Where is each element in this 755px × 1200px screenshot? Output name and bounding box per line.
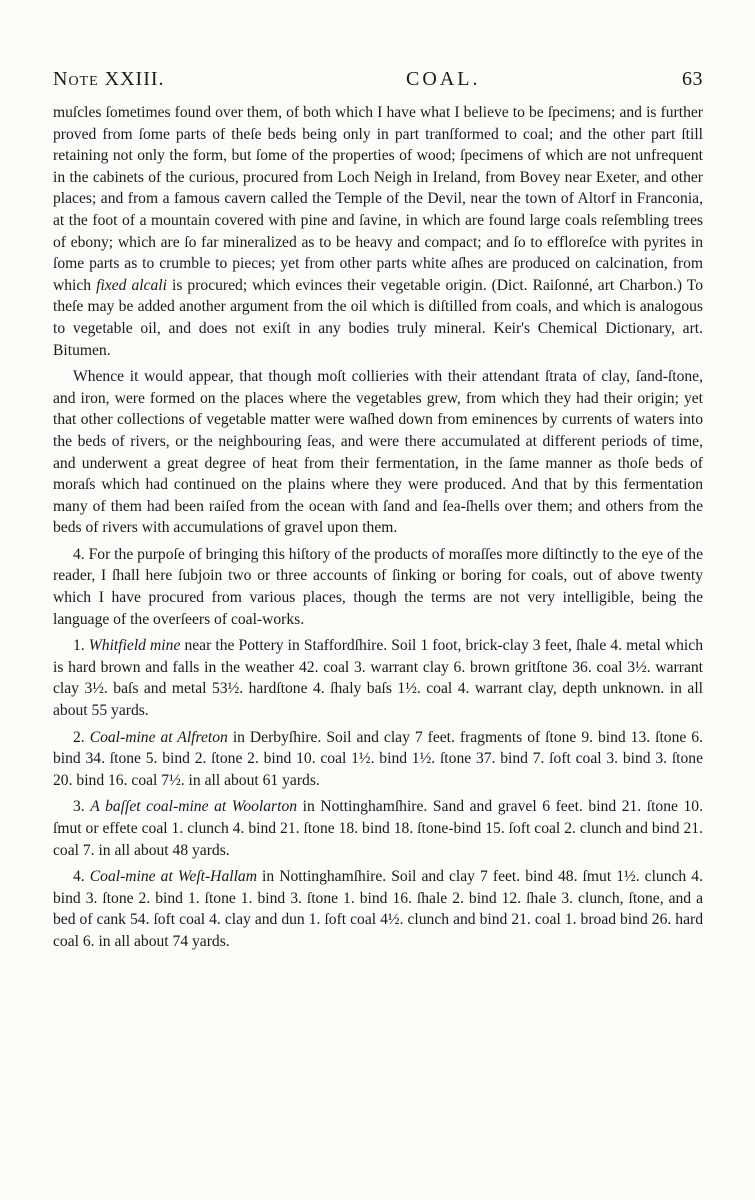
page-title: COAL. — [406, 68, 481, 90]
running-head — [53, 68, 703, 102]
italic-term: fixed alcali — [96, 276, 167, 294]
mine-name: Coal-mine at Weſt-Hallam — [89, 868, 257, 886]
mine-name: A baſſet coal-mine at Woolarton — [90, 798, 298, 816]
paragraph: 4. For the purpoſe of bringing this hiſtory of the products of moraſſes more diſtinctly to the eye of the reader, I ſhall here ſubjoin two or three accounts of ſinking or boring for coals, out of above twenty which I have procured from various places, though the terms are not very intelligible, being the language of the overſeers of coal-works. — [53, 545, 703, 628]
paragraph-continuation: muſcles ſometimes found over them, of both which I have what I believe to be ſpecimens; and is further proved from ſome parts of theſe beds being only in part tranſformed to coal; and the other part ſtill retaining not only the form, but ſome of the properties of wood; ſpecimens of which are not unfrequent in the cabinets of the curious, procured from Loch Neigh in Ireland, from Bovey near Exeter, and other places; and from a famous cavern called the Temple of the Devil, near the town of Altorf in Franconia, at the foot of a mountain covered with pine and ſavine, in which are found large coals reſembling trees of ebony; which are ſo far mineralized as to be heavy and compact; and ſo to effloreſce with pyrites in ſome parts as to crumble to pieces; yet from other parts white aſhes are produced on calcination, from which fixed alcali is procured; which evinces their vegetable origin. (Dict. Raiſonné, art Charbon.) To theſe may be added another argument from the oil which is diſtilled from coals, and which is analogous to vegetable oil, and does not exiſt in any bodies truly mineral. Keir's Chemical Dictionary, art. Bitumen. — [53, 104, 704, 359]
mine-entry: 2. Coal-mine at Alfreton in Derbyſhire. Soil and clay 7 feet. fragments of ſtone 9. bind 13. ſtone 6. bind 34. ſtone 5. bind 2. ſtone 2. bind 10. coal 1½. bind 1½. ſtone 37. bind 7. ſoft coal 3. bind 3. ſtone 20. bind 16. coal 7½. in all about 61 yards. — [53, 728, 703, 789]
mine-entry: 3. A baſſet coal-mine at Woolarton in Nottinghamſhire. Sand and gravel 6 feet. bind 21. ſtone 10. ſmut or effete coal 1. clunch 4. bind 21. ſtone 18. bind 18. ſtone-bind 15. ſoft coal 2. clunch and bind 21. coal 7. in all about 48 yards. — [53, 798, 703, 859]
mine-name: Coal-mine at Alfreton — [89, 728, 228, 746]
page-number: 63 — [681, 68, 703, 90]
mine-name: Whitfield mine — [88, 637, 181, 655]
body-text — [53, 102, 703, 953]
mine-entry: 4. Coal-mine at Weſt-Hallam in Nottinghamſhire. Soil and clay 7 feet. bind 48. ſmut 1½. clunch 4. bind 3. ſtone 2. bind 1. ſtone 1. bind 3. ſtone 1. bind 16. ſhale 2. bind 12. ſhale 3. clunch, ſtone, and a bed of cank 54. ſoft coal 4. clay and dun 1. ſoft coal 4½. clunch and bind 21. coal 1. broad bind 26. hard coal 6. in all about 74 yards. — [53, 868, 703, 950]
paragraph: Whence it would appear, that though moſt collieries with their attendant ſtrata of clay, ſand-ſtone, and iron, were formed on the places where the vegetables grew, from which they had their origin; yet that other collections of vegetable matter were waſhed down from eminences by currents of waters into the beds of rivers, or the neighbouring ſeas, and were there accumulated at different periods of time, and underwent a great degree of heat from their fermentation, in the ſame manner as thoſe beds of moraſs which had continued on the plains where they were produced. And that by this fermentation many of them had been raiſed from the ocean with ſand and ſea-ſhells over them; and others from the beds of rivers with accumulations of gravel upon them. — [53, 368, 703, 537]
mine-entry: 1. Whitfield mine near the Pottery in Staffordſhire. Soil 1 foot, brick-clay 3 feet, ſhale 4. metal which is hard brown and falls in the weather 42. coal 3. warrant clay 6. brown gritſtone 36. coal 3½. warrant clay 3½. baſs and metal 53½. hardſtone 4. ſhaly baſs 1½. coal 4. warrant clay, depth unknown. in all about 55 yards. — [53, 637, 703, 720]
note-number: Note XXIII. — [53, 68, 165, 90]
